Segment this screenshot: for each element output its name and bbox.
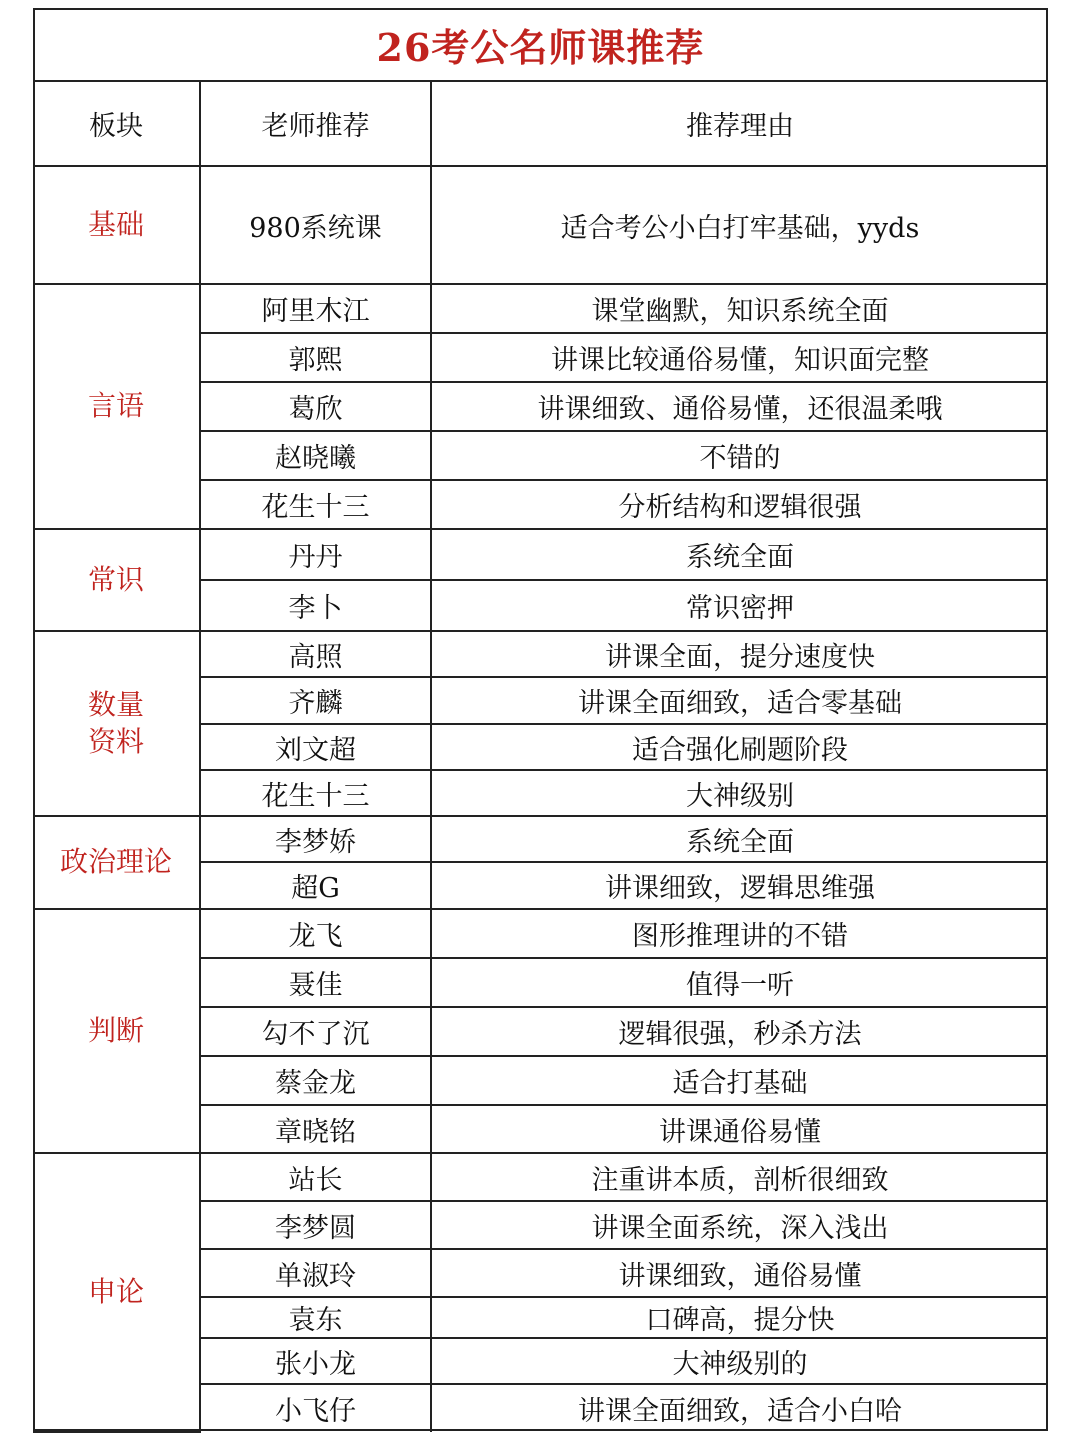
recommendation-table [33, 82, 1048, 1433]
section-label: 基础 [33, 166, 200, 284]
header-row [33, 82, 1048, 166]
reason-cell: 讲课全面系统，深入浅出 [431, 1201, 1048, 1249]
table-body [33, 166, 1048, 1432]
reason-cell: 讲课全面细致，适合小白哈 [431, 1384, 1048, 1432]
reason-cell: 系统全面 [431, 529, 1048, 580]
teacher-cell: 站长 [200, 1153, 431, 1201]
teacher-cell: 张小龙 [200, 1338, 431, 1384]
section-label: 判断 [33, 909, 200, 1153]
teacher-cell: 丹丹 [200, 529, 431, 580]
reason-cell: 分析结构和逻辑很强 [431, 480, 1048, 529]
teacher-cell: 刘文超 [200, 724, 431, 770]
reason-cell: 逻辑很强，秒杀方法 [431, 1007, 1048, 1056]
page-title: 26考公名师课推荐 [33, 8, 1048, 82]
reason-cell: 讲课细致，通俗易懂 [431, 1249, 1048, 1297]
teacher-cell: 勾不了沉 [200, 1007, 431, 1056]
reason-cell: 适合考公小白打牢基础，yyds [431, 166, 1048, 284]
teacher-cell: 花生十三 [200, 770, 431, 816]
reason-cell: 讲课全面，提分速度快 [431, 631, 1048, 677]
section-label: 常识 [33, 529, 200, 631]
reason-cell: 讲课细致，逻辑思维强 [431, 862, 1048, 909]
teacher-cell: 郭熙 [200, 333, 431, 382]
teacher-cell: 李梦圆 [200, 1201, 431, 1249]
reason-cell: 适合强化刷题阶段 [431, 724, 1048, 770]
teacher-cell: 聂佳 [200, 958, 431, 1007]
teacher-cell: 超G [200, 862, 431, 909]
reason-cell: 常识密押 [431, 580, 1048, 631]
teacher-cell: 袁东 [200, 1297, 431, 1338]
reason-cell: 图形推理讲的不错 [431, 909, 1048, 958]
teacher-cell: 李卜 [200, 580, 431, 631]
table-row [33, 284, 1048, 333]
teacher-cell: 阿里木江 [200, 284, 431, 333]
teacher-cell: 980系统课 [200, 166, 431, 284]
teacher-cell: 高照 [200, 631, 431, 677]
table-row [33, 909, 1048, 958]
reason-cell: 不错的 [431, 431, 1048, 480]
table-row [33, 1153, 1048, 1201]
table-row [33, 631, 1048, 677]
teacher-cell: 章晓铭 [200, 1105, 431, 1153]
section-label: 言语 [33, 284, 200, 529]
teacher-cell: 葛欣 [200, 382, 431, 431]
section-label: 数量资料 [33, 631, 200, 816]
teacher-cell: 单淑玲 [200, 1249, 431, 1297]
reason-cell: 大神级别 [431, 770, 1048, 816]
reason-cell: 口碑高，提分快 [431, 1297, 1048, 1338]
teacher-cell: 龙飞 [200, 909, 431, 958]
section-label: 政治理论 [33, 816, 200, 909]
header-teacher: 老师推荐 [200, 82, 431, 166]
reason-cell: 适合打基础 [431, 1056, 1048, 1105]
reason-cell: 讲课细致、通俗易懂，还很温柔哦 [431, 382, 1048, 431]
reason-cell: 值得一听 [431, 958, 1048, 1007]
table-row [33, 529, 1048, 580]
reason-cell: 大神级别的 [431, 1338, 1048, 1384]
teacher-cell: 李梦娇 [200, 816, 431, 862]
reason-cell: 讲课全面细致，适合零基础 [431, 677, 1048, 724]
reason-cell: 课堂幽默，知识系统全面 [431, 284, 1048, 333]
reason-cell: 注重讲本质，剖析很细致 [431, 1153, 1048, 1201]
header-reason: 推荐理由 [431, 82, 1048, 166]
teacher-cell: 小飞仔 [200, 1384, 431, 1432]
reason-cell: 讲课比较通俗易懂，知识面完整 [431, 333, 1048, 382]
section-label: 申论 [33, 1153, 200, 1432]
teacher-cell: 赵晓曦 [200, 431, 431, 480]
teacher-cell: 齐麟 [200, 677, 431, 724]
teacher-cell: 花生十三 [200, 480, 431, 529]
table-row [33, 166, 1048, 284]
teacher-cell: 蔡金龙 [200, 1056, 431, 1105]
table-row [33, 816, 1048, 862]
reason-cell: 系统全面 [431, 816, 1048, 862]
header-section: 板块 [33, 82, 200, 166]
reason-cell: 讲课通俗易懂 [431, 1105, 1048, 1153]
